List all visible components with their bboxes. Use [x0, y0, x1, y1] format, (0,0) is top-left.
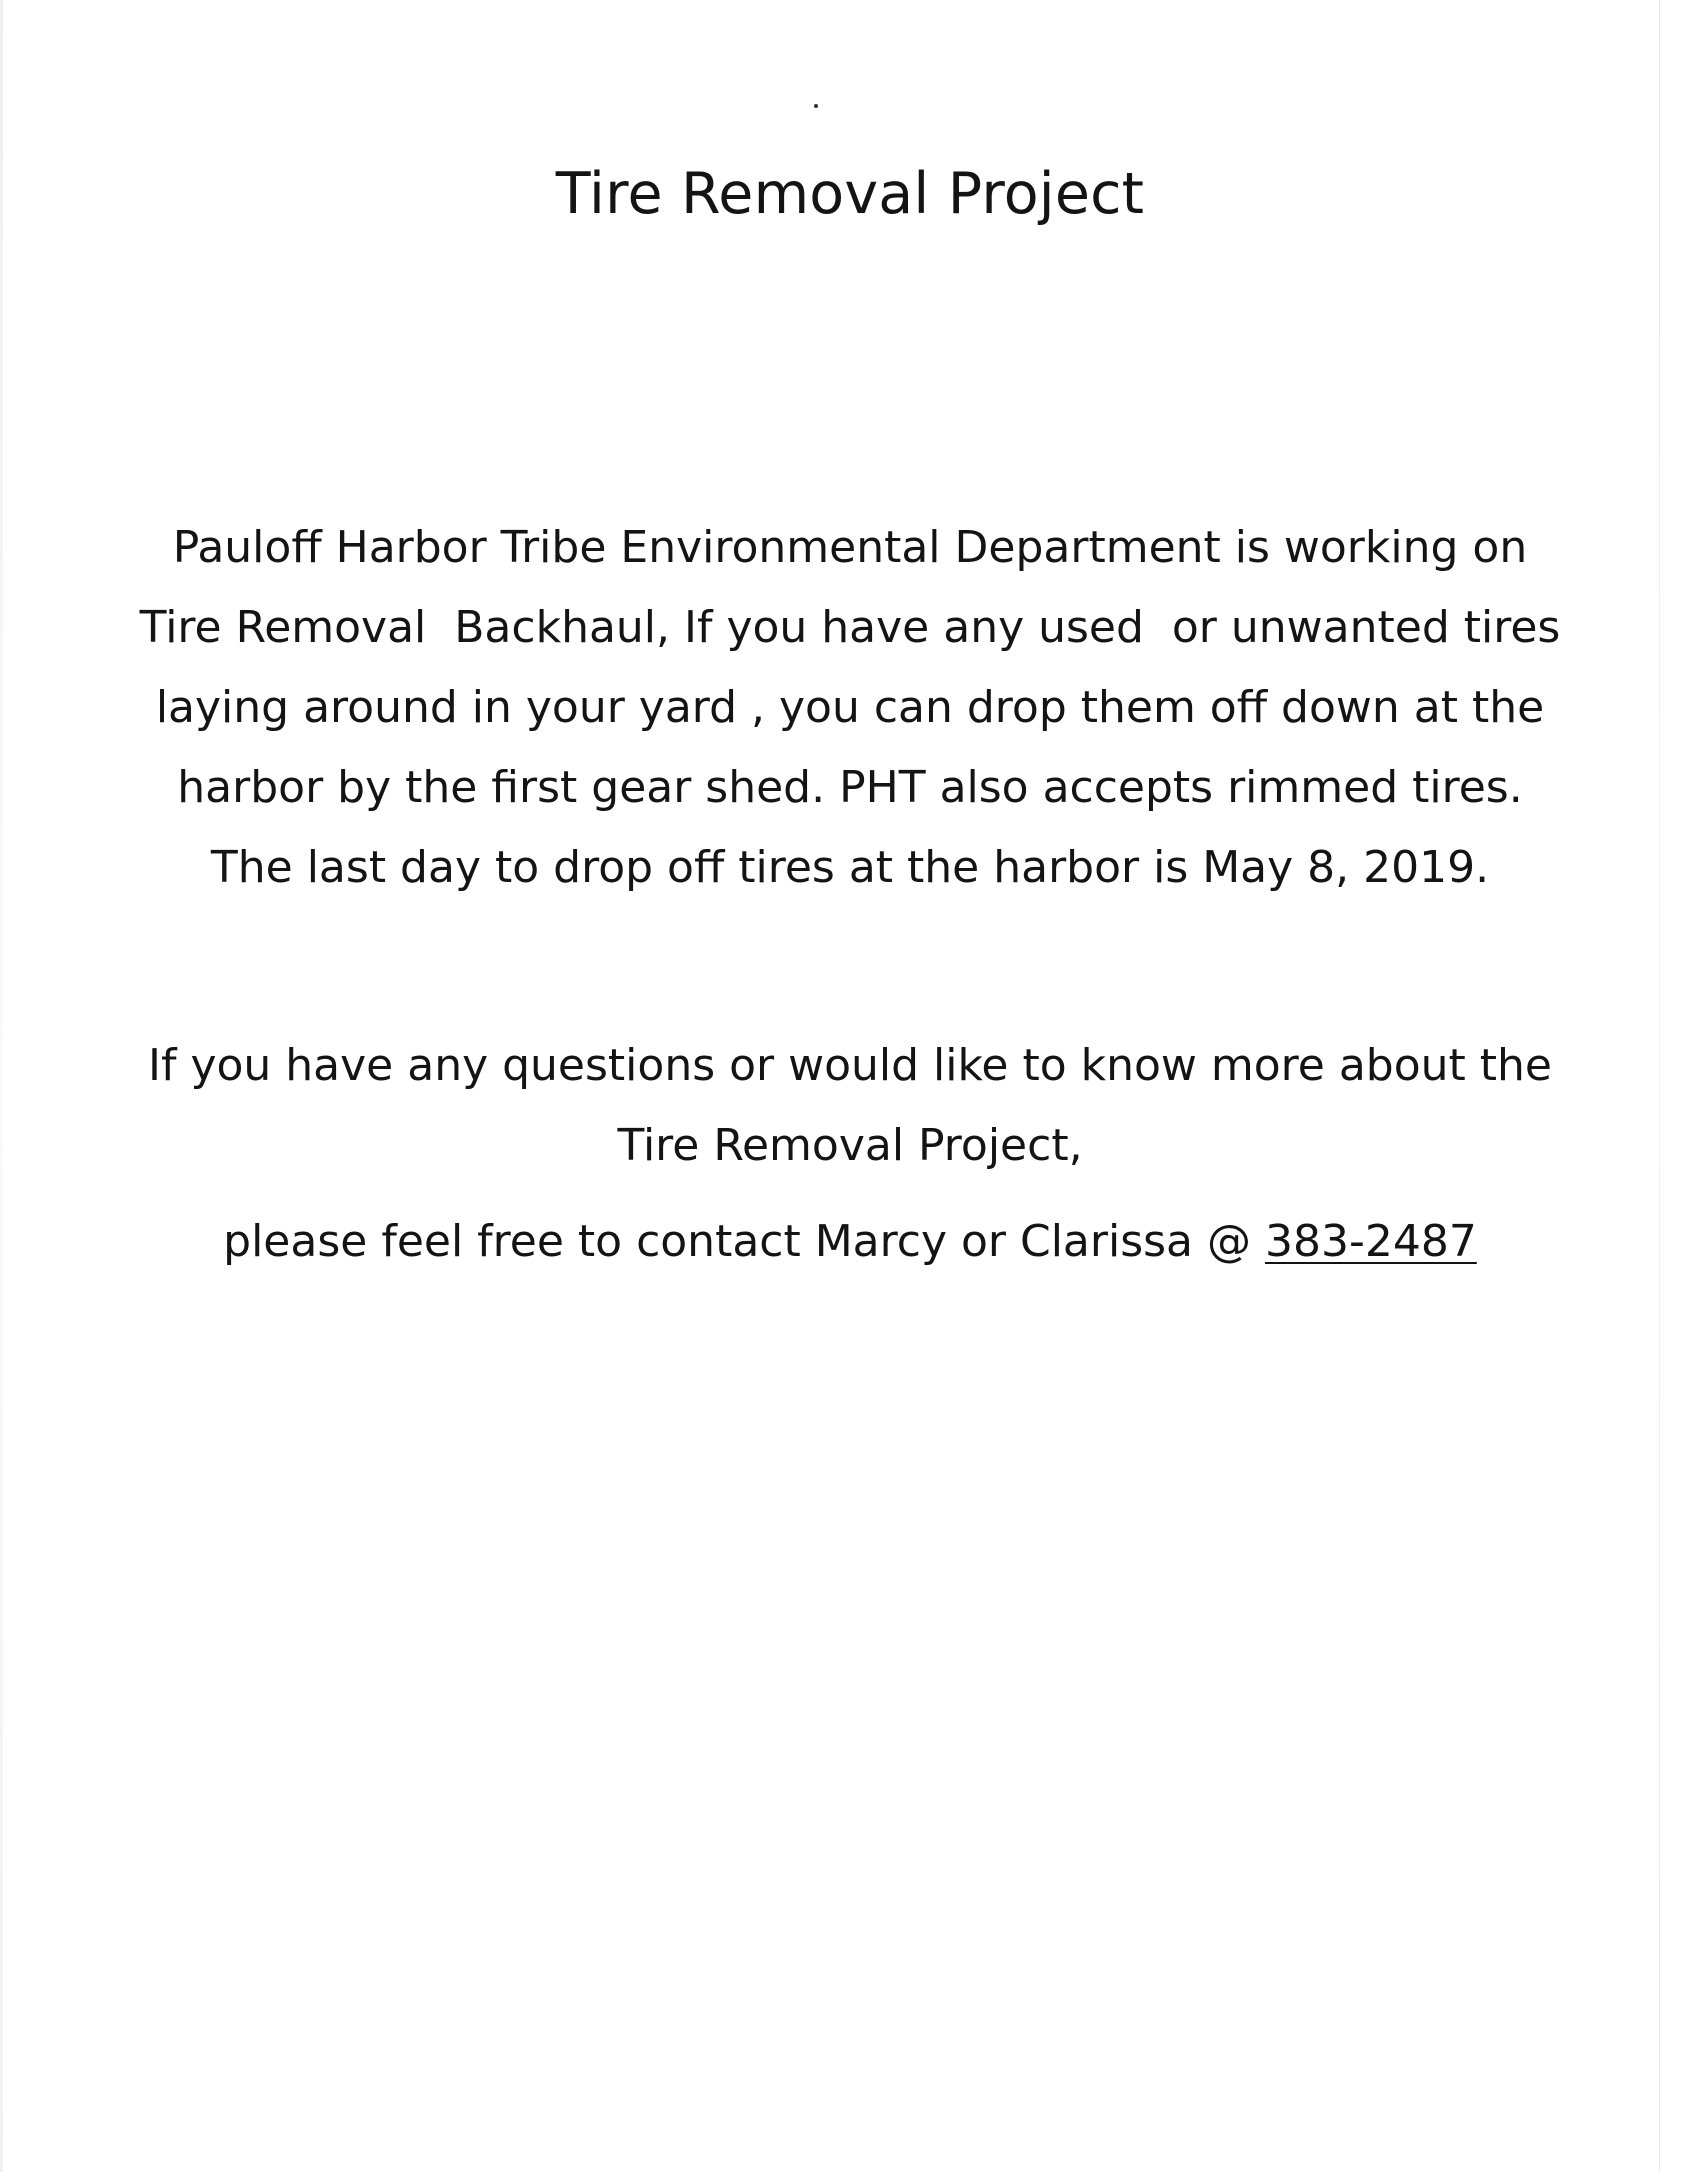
paragraph-2-line-2: Tire Removal Project,	[617, 1120, 1083, 1171]
paragraph-1-line-2: Tire Removal Backhaul, If you have any used or unwanted tires	[139, 602, 1561, 653]
contact-line	[0, 1214, 1700, 1270]
document-title: Tire Removal Project	[555, 161, 1145, 227]
paragraph-1-line-5: The last day to drop off tires at the harbor is May 8, 2019.	[210, 842, 1490, 893]
paragraph-1-line-3: laying around in your yard , you can drop them off down at the	[155, 682, 1545, 733]
scan-speck	[814, 104, 818, 108]
phone-number: 383-2487	[1264, 1216, 1477, 1267]
paragraph-1-line-4: harbor by the first gear shed. PHT also accepts rimmed tires.	[177, 762, 1523, 813]
paragraph-2-line-1: If you have any questions or would like to know more about the	[148, 1040, 1552, 1091]
contact-prefix: please feel free to contact Marcy or Clarissa @	[223, 1216, 1265, 1267]
paragraph-1-line-1: Pauloff Harbor Tribe Environmental Department is working on	[172, 522, 1528, 573]
